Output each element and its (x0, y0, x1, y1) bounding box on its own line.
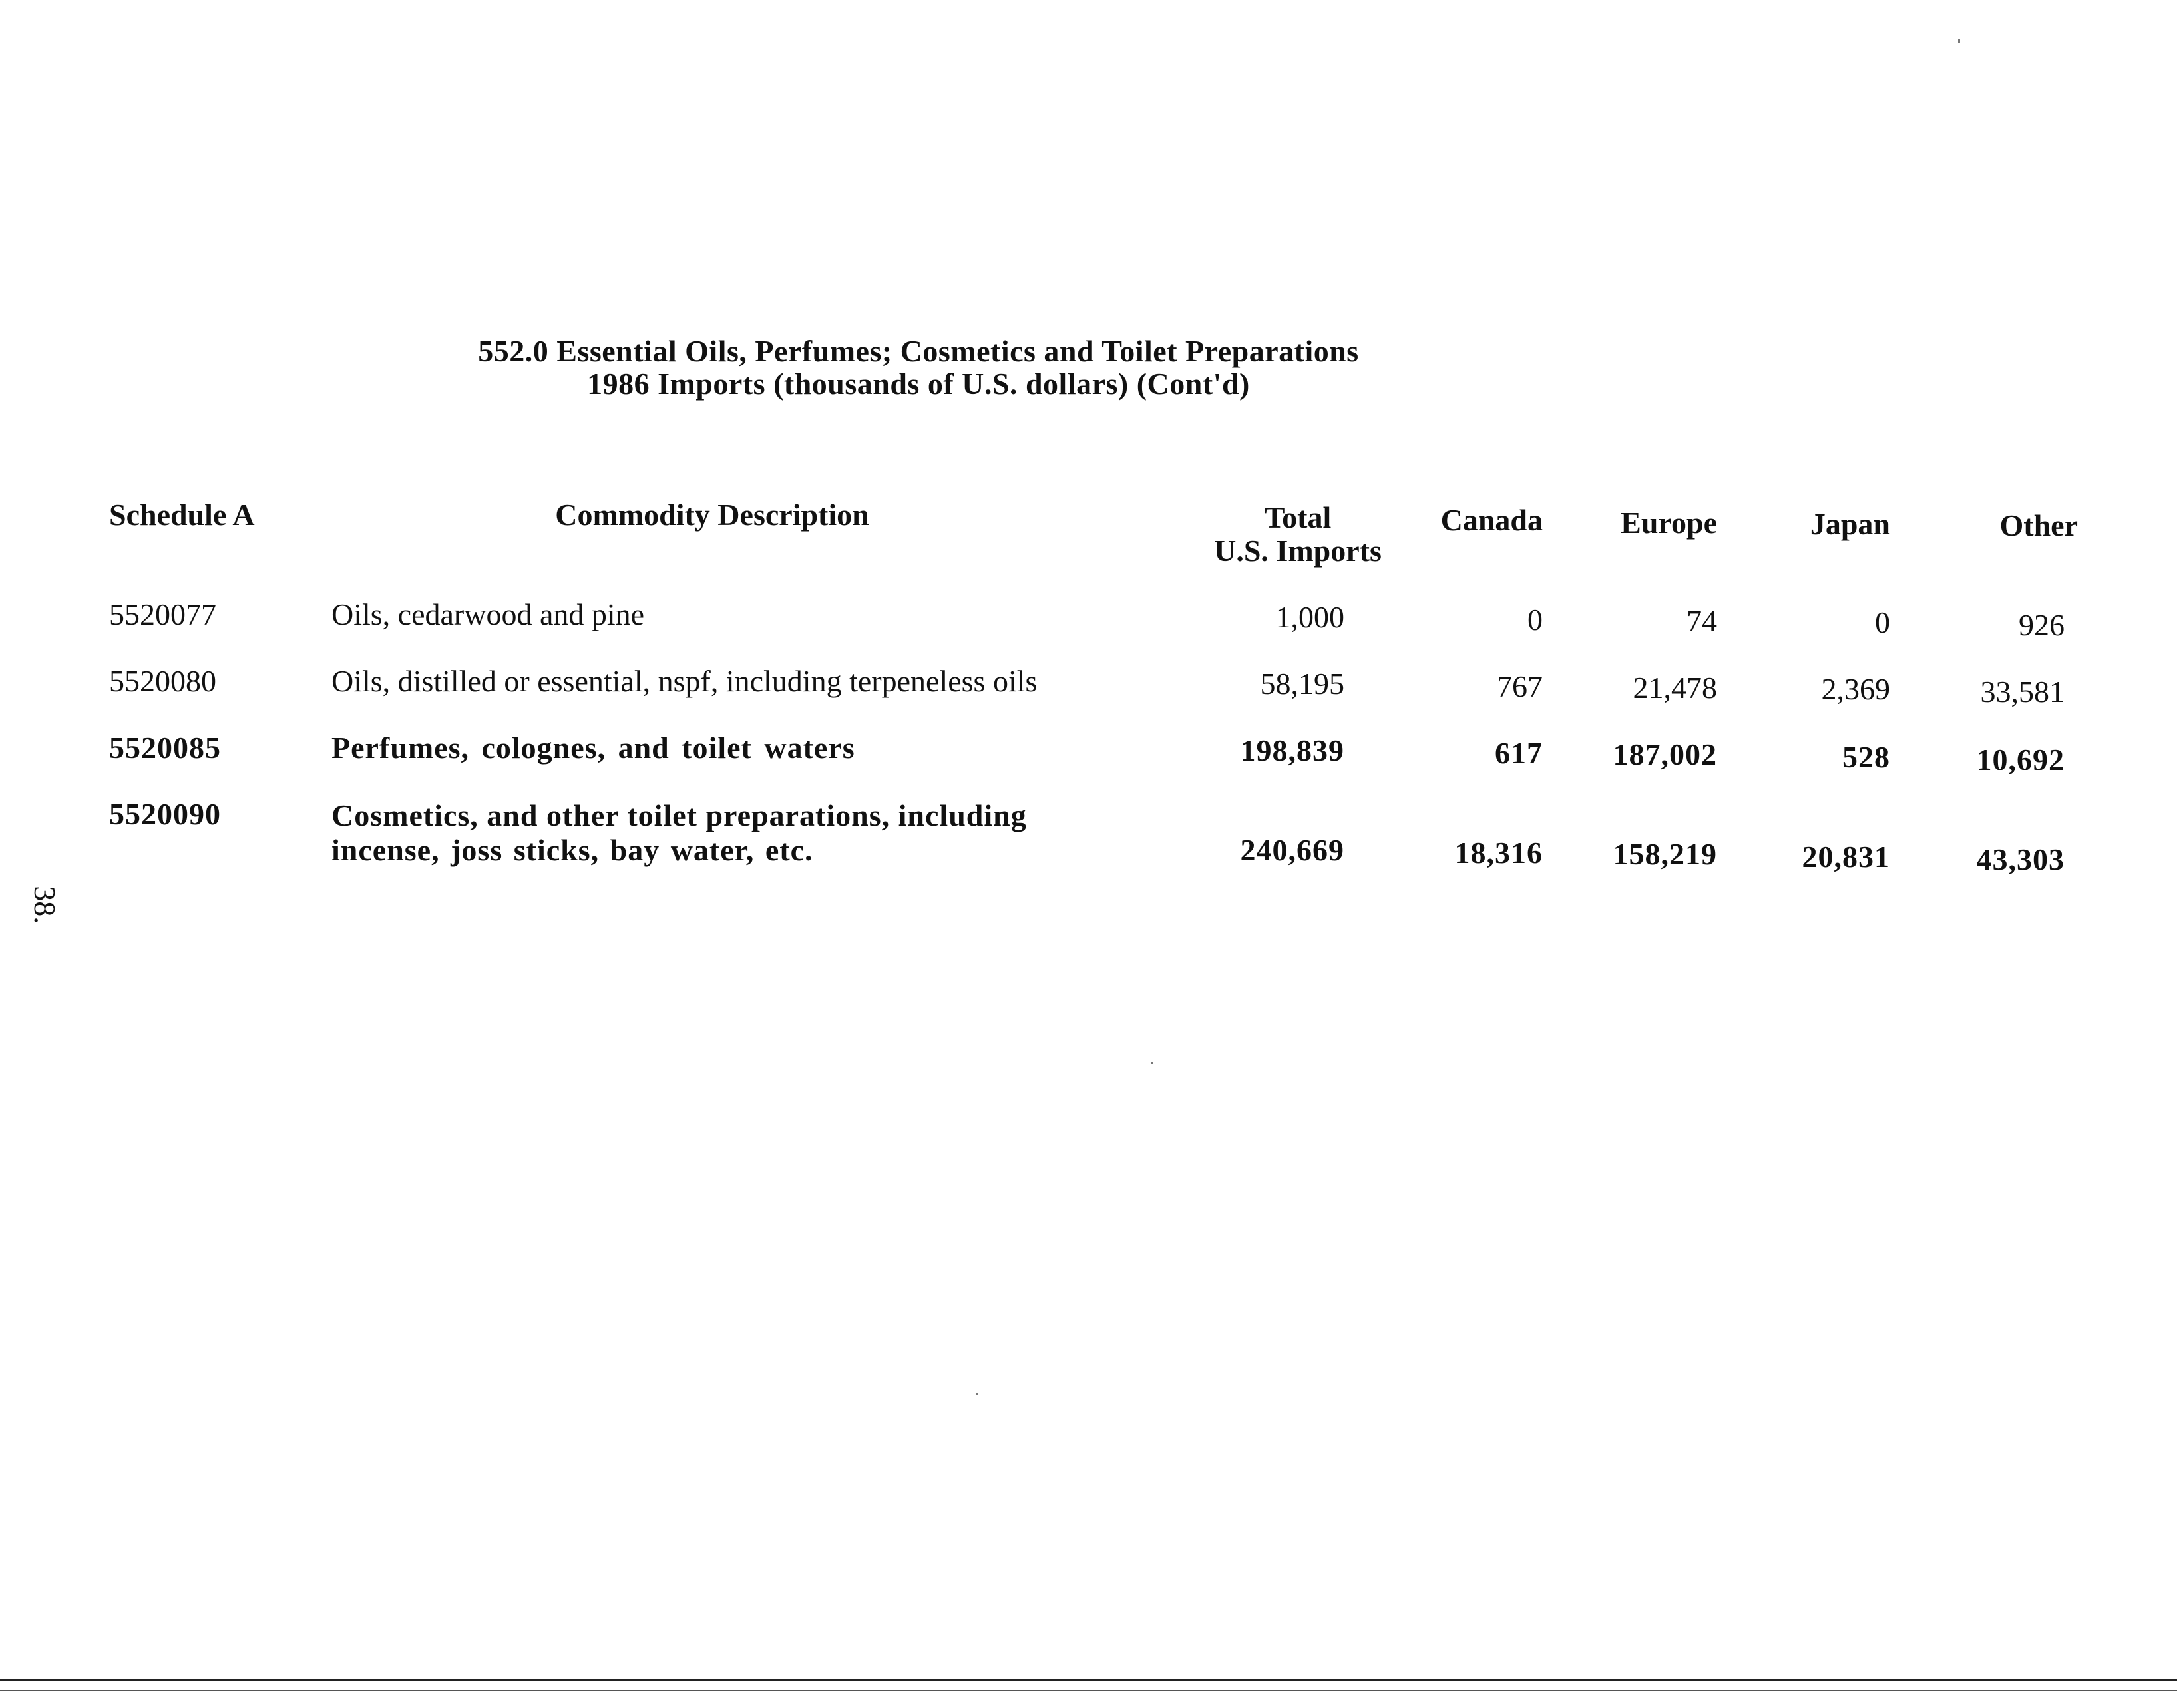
row-canada: 617 (1495, 736, 1543, 770)
header-japan: Japan (1810, 507, 1890, 541)
row-description: Oils, distilled or essential, nspf, including terpeneless oils (331, 664, 1038, 698)
row-total: 198,839 (1240, 733, 1344, 767)
row-description: Oils, cedarwood and pine (331, 598, 645, 631)
header-europe: Europe (1621, 506, 1717, 540)
row-other: 926 (2019, 608, 2065, 642)
header-description: Commodity Description (555, 498, 869, 532)
header-total-line1: Total (1264, 500, 1332, 534)
row-canada: 18,316 (1454, 836, 1543, 870)
row-europe: 187,002 (1613, 737, 1717, 771)
row-japan: 2,369 (1821, 672, 1890, 706)
scan-speck (1151, 1062, 1153, 1064)
row-other: 43,303 (1976, 842, 2065, 876)
row-description-line1: Cosmetics, and other toilet preparations, including (331, 798, 1027, 832)
row-europe: 74 (1686, 604, 1717, 638)
header-total-line2: U.S. Imports (1214, 534, 1382, 568)
row-total: 1,000 (1275, 600, 1344, 634)
row-schedule: 5520085 (109, 731, 221, 765)
row-canada: 767 (1497, 669, 1543, 703)
scan-speck (976, 1393, 978, 1395)
table-subtitle: 1986 Imports (thousands of U.S. dollars) (Cont'd) (587, 367, 1250, 401)
row-other: 10,692 (1976, 743, 2065, 776)
row-schedule: 5520090 (109, 797, 221, 831)
row-schedule: 5520077 (109, 598, 216, 631)
scan-speck (1958, 39, 1960, 43)
table-title: 552.0 Essential Oils, Perfumes; Cosmetics and Toilet Preparations (478, 334, 1359, 368)
row-canada: 0 (1527, 603, 1543, 637)
row-schedule: 5520080 (109, 664, 216, 698)
row-europe: 21,478 (1633, 671, 1717, 705)
header-other: Other (1999, 508, 2078, 542)
row-japan: 0 (1875, 605, 1890, 639)
bottom-rule (0, 1679, 2177, 1681)
bottom-rule-secondary (0, 1690, 2177, 1691)
row-total: 58,195 (1260, 667, 1344, 701)
row-japan: 528 (1842, 740, 1890, 774)
row-description: Perfumes, colognes, and toilet waters (331, 731, 855, 765)
row-other: 33,581 (1980, 675, 2065, 709)
row-description-line2: incense, joss sticks, bay water, etc. (331, 833, 813, 867)
header-canada: Canada (1440, 503, 1543, 537)
row-europe: 158,219 (1613, 837, 1717, 871)
row-total: 240,669 (1240, 833, 1344, 867)
header-schedule: Schedule A (109, 498, 255, 532)
page-number: 38. (27, 886, 62, 924)
row-japan: 20,831 (1802, 840, 1890, 874)
